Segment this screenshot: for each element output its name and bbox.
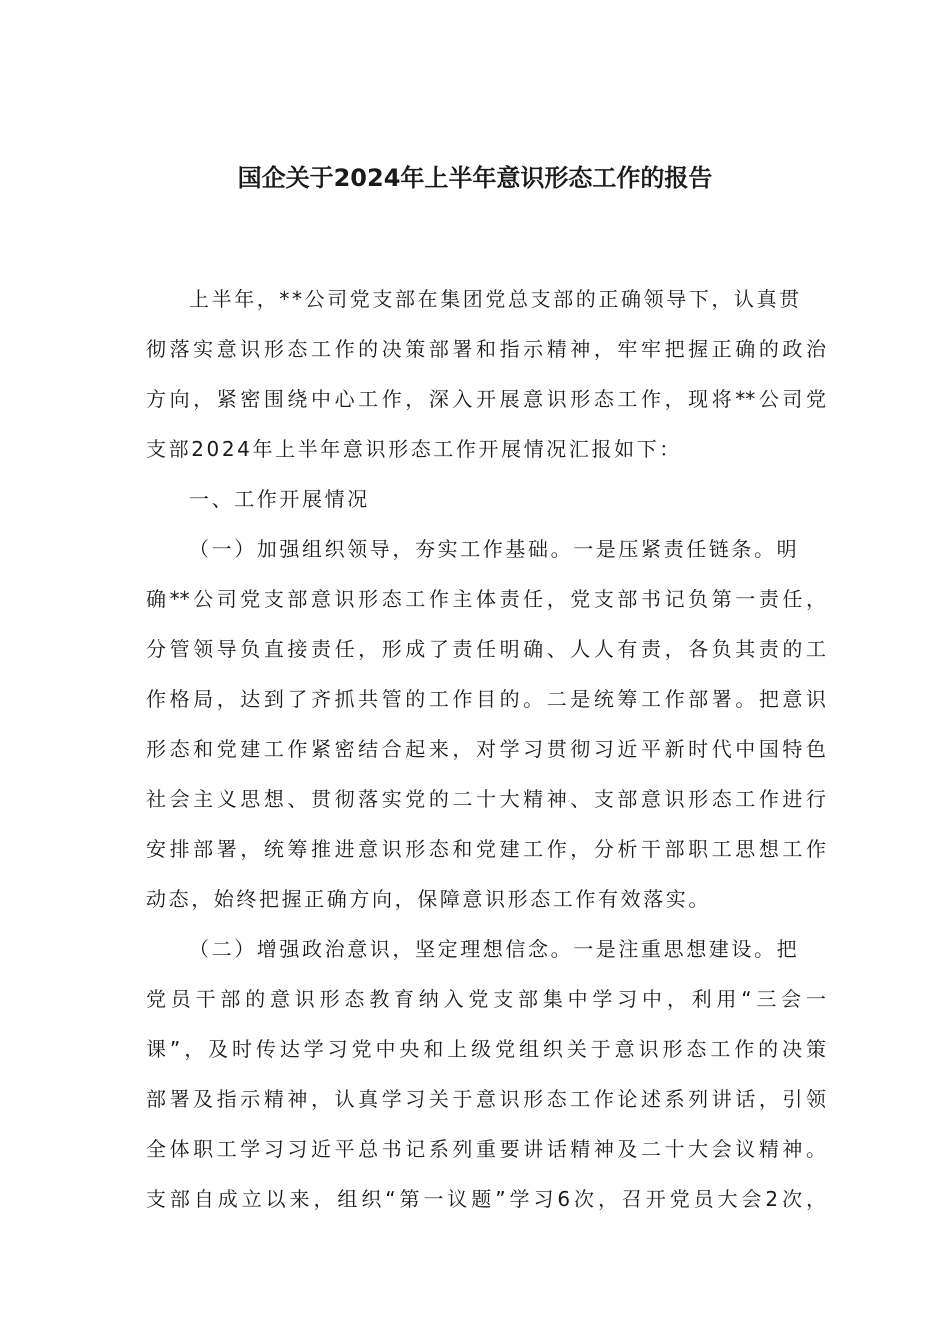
paragraph-line: 课”，及时传达学习党中央和上级党组织关于意识形态工作的决策 [146,1037,826,1061]
document-body [146,280,826,1230]
paragraph-line: 分管领导负直接责任，形成了责任明确、人人有责，各负其责的工 [146,637,826,661]
paragraph-line: （二）增强政治意识，坚定理想信念。一是注重思想建设。把 [189,937,800,961]
paragraph-line: 形态和党建工作紧密结合起来，对学习贯彻习近平新时代中国特色 [146,737,826,761]
paragraph-line: 支部自成立以来，组织“第一议题”学习6次，召开党员大会2次， [146,1187,826,1211]
paragraph-line: 支部2024年上半年意识形态工作开展情况汇报如下： [146,437,682,461]
paragraph-line: 确**公司党支部意识形态工作主体责任，党支部书记负第一责任， [146,587,826,611]
paragraph-line: 社会主义思想、贯彻落实党的二十大精神、支部意识形态工作进行 [146,787,826,811]
paragraph-line: 部署及指示精神，认真学习关于意识形态工作论述系列讲话，引领 [146,1087,826,1111]
paragraph-line: 彻落实意识形态工作的决策部署和指示精神，牢牢把握正确的政治 [146,337,826,361]
paragraph-line: 上半年，**公司党支部在集团党总支部的正确领导下，认真贯 [189,287,802,311]
paragraph-line: 动态，始终把握正确方向，保障意识形态工作有效落实。 [146,887,711,911]
paragraph-line: （一）加强组织领导，夯实工作基础。一是压紧责任链条。明 [189,537,800,561]
paragraph-line: 党员干部的意识形态教育纳入党支部集中学习中，利用“三会一 [146,987,826,1011]
paragraph-line: 方向，紧密围绕中心工作，深入开展意识形态工作，现将**公司党 [146,387,826,411]
paragraph-line: 安排部署，统筹推进意识形态和党建工作，分析干部职工思想工作 [146,837,826,861]
paragraph-line: 全体职工学习习近平总书记系列重要讲话精神及二十大会议精神。 [146,1137,826,1161]
document-title: 国企关于2024年上半年意识形态工作的报告 [237,164,713,192]
section-heading: 一、工作开展情况 [189,487,370,511]
paragraph-line: 作格局，达到了齐抓共管的工作目的。二是统筹工作部署。把意识 [146,687,826,711]
